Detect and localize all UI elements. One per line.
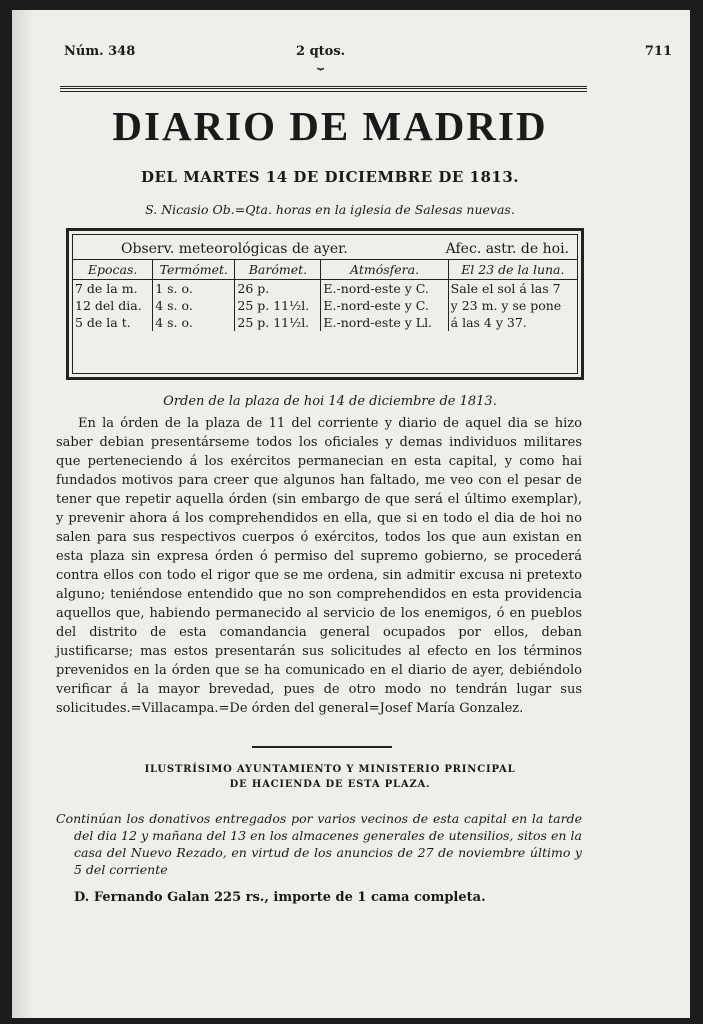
- page-number: 711: [644, 44, 672, 59]
- astro-title: Afec. astr. de hoi.: [445, 241, 569, 257]
- table-row: [73, 297, 577, 314]
- cell: E.-nord-este y C.: [321, 280, 448, 298]
- orden-title: Orden de la plaza de hoi 14 de diciembre de 1813.: [163, 394, 497, 409]
- col-termometro: Termómet.: [153, 260, 235, 280]
- dateline: DEL MARTES 14 DE DICIEMBRE DE 1813.: [140, 168, 519, 186]
- cell: Sale el sol á las 7: [448, 280, 577, 298]
- cell: E.-nord-este y C.: [321, 297, 448, 314]
- table-row: [73, 280, 577, 298]
- col-atmosfera: Atmósfera.: [321, 260, 448, 280]
- orden-body: [56, 414, 582, 718]
- ayuntamiento-heading: [56, 762, 604, 792]
- col-luna: El 23 de la luna.: [448, 260, 577, 280]
- ayuntamiento-line1: ILUSTRÍSIMO AYUNTAMIENTO Y MINISTERIO PRINCIPAL: [144, 764, 516, 775]
- brace-mark: ⏟: [317, 57, 324, 70]
- meteo-table: [73, 259, 577, 331]
- orden-paragraph: En la órden de la plaza de 11 del corriente y diario de aquel dia se hizo saber debian presentárseme todos los oficiales y demas individuos militares que perteneciendo á los exércitos permanecian en esta capital, y como hai fundados motivos para creer que algunos han faltado, me veo con el pesar de tener que repetir aquella órden (sin embargo de que será el último exemplar), y prevenir ahora á los comprehendidos en ella, que si en todo el dia de hoi no salen para sus respectivos cuerpos ó exércitos, todos los que aun existan en esta plaza sin expresa órden ó permiso del supremo gobierno, se procederá contra ellos con todo el rigor que se me ordena, sin admitir excusa ni pretexto alguno; teniéndose entendido que no son comprehendidos en esta providencia aquellos que, habiendo permanecido al servicio de los enemigos, ó en pueblos del distrito de esta comandancia general ocupados por ellos, deban justificarse; mas estos presentarán sus solicitudes al efecto en los términos prevenidos en la órden que se ha comunicado en el diario de ayer, debiéndolo verificar á la mayor brevedad, pues de otro modo no tendrán lugar sus solicitudes.=Villacampa.=De órden del general=Josef María Gonzalez.: [56, 416, 582, 716]
- ayuntamiento-line2: DE HACIENDA DE ESTA PLAZA.: [229, 779, 431, 790]
- issue-number: Núm. 348: [64, 44, 136, 59]
- cell: 4 s. o.: [153, 297, 235, 314]
- table-row: [73, 314, 577, 331]
- cell: 7 de la m.: [75, 281, 138, 296]
- donations-paragraph: Continúan los donativos entregados por varios vecinos de esta capital en la tarde del dia 12 y mañana del 13 en los almacenes generales de utensilios, sitos en la casa del Nuevo Rezado, en virtud de los anuncios de 27 de noviembre último y 5 del corriente: [56, 811, 582, 877]
- meteo-title: Observ. meteorológicas de ayer.: [121, 241, 348, 257]
- meteo-header: [73, 235, 577, 259]
- cell: 25 p. 11½l.: [235, 314, 321, 331]
- section-divider: [252, 746, 392, 748]
- masthead-title: DIARIO DE MADRID: [112, 103, 548, 149]
- cell: y 23 m. y se pone: [448, 297, 577, 314]
- header-rule: [60, 86, 587, 92]
- newspaper-page: [12, 10, 690, 1018]
- donations-intro: [56, 810, 582, 878]
- quire-note: [296, 44, 346, 70]
- col-epocas: Epocas.: [73, 260, 153, 280]
- cell: 1 s. o.: [153, 280, 235, 298]
- col-barometro: Barómet.: [235, 260, 321, 280]
- cell: á las 4 y 37.: [448, 314, 577, 331]
- cell: 12 del dia.: [75, 298, 142, 313]
- quire-note-text: 2 qtos.: [296, 44, 346, 59]
- saint-of-day: S. Nicasio Ob.=Qta. horas en la iglesia de Salesas nuevas.: [145, 202, 515, 217]
- meteorological-table-box: [66, 228, 584, 380]
- cell: 4 s. o.: [153, 314, 235, 331]
- cell: 26 p.: [235, 280, 321, 298]
- cell: 5 de la t.: [75, 315, 131, 330]
- cell: 25 p. 11½l.: [235, 297, 321, 314]
- donor-entry: D. Fernando Galan 225 rs., importe de 1 cama completa.: [74, 890, 486, 905]
- cell: E.-nord-este y Ll.: [321, 314, 448, 331]
